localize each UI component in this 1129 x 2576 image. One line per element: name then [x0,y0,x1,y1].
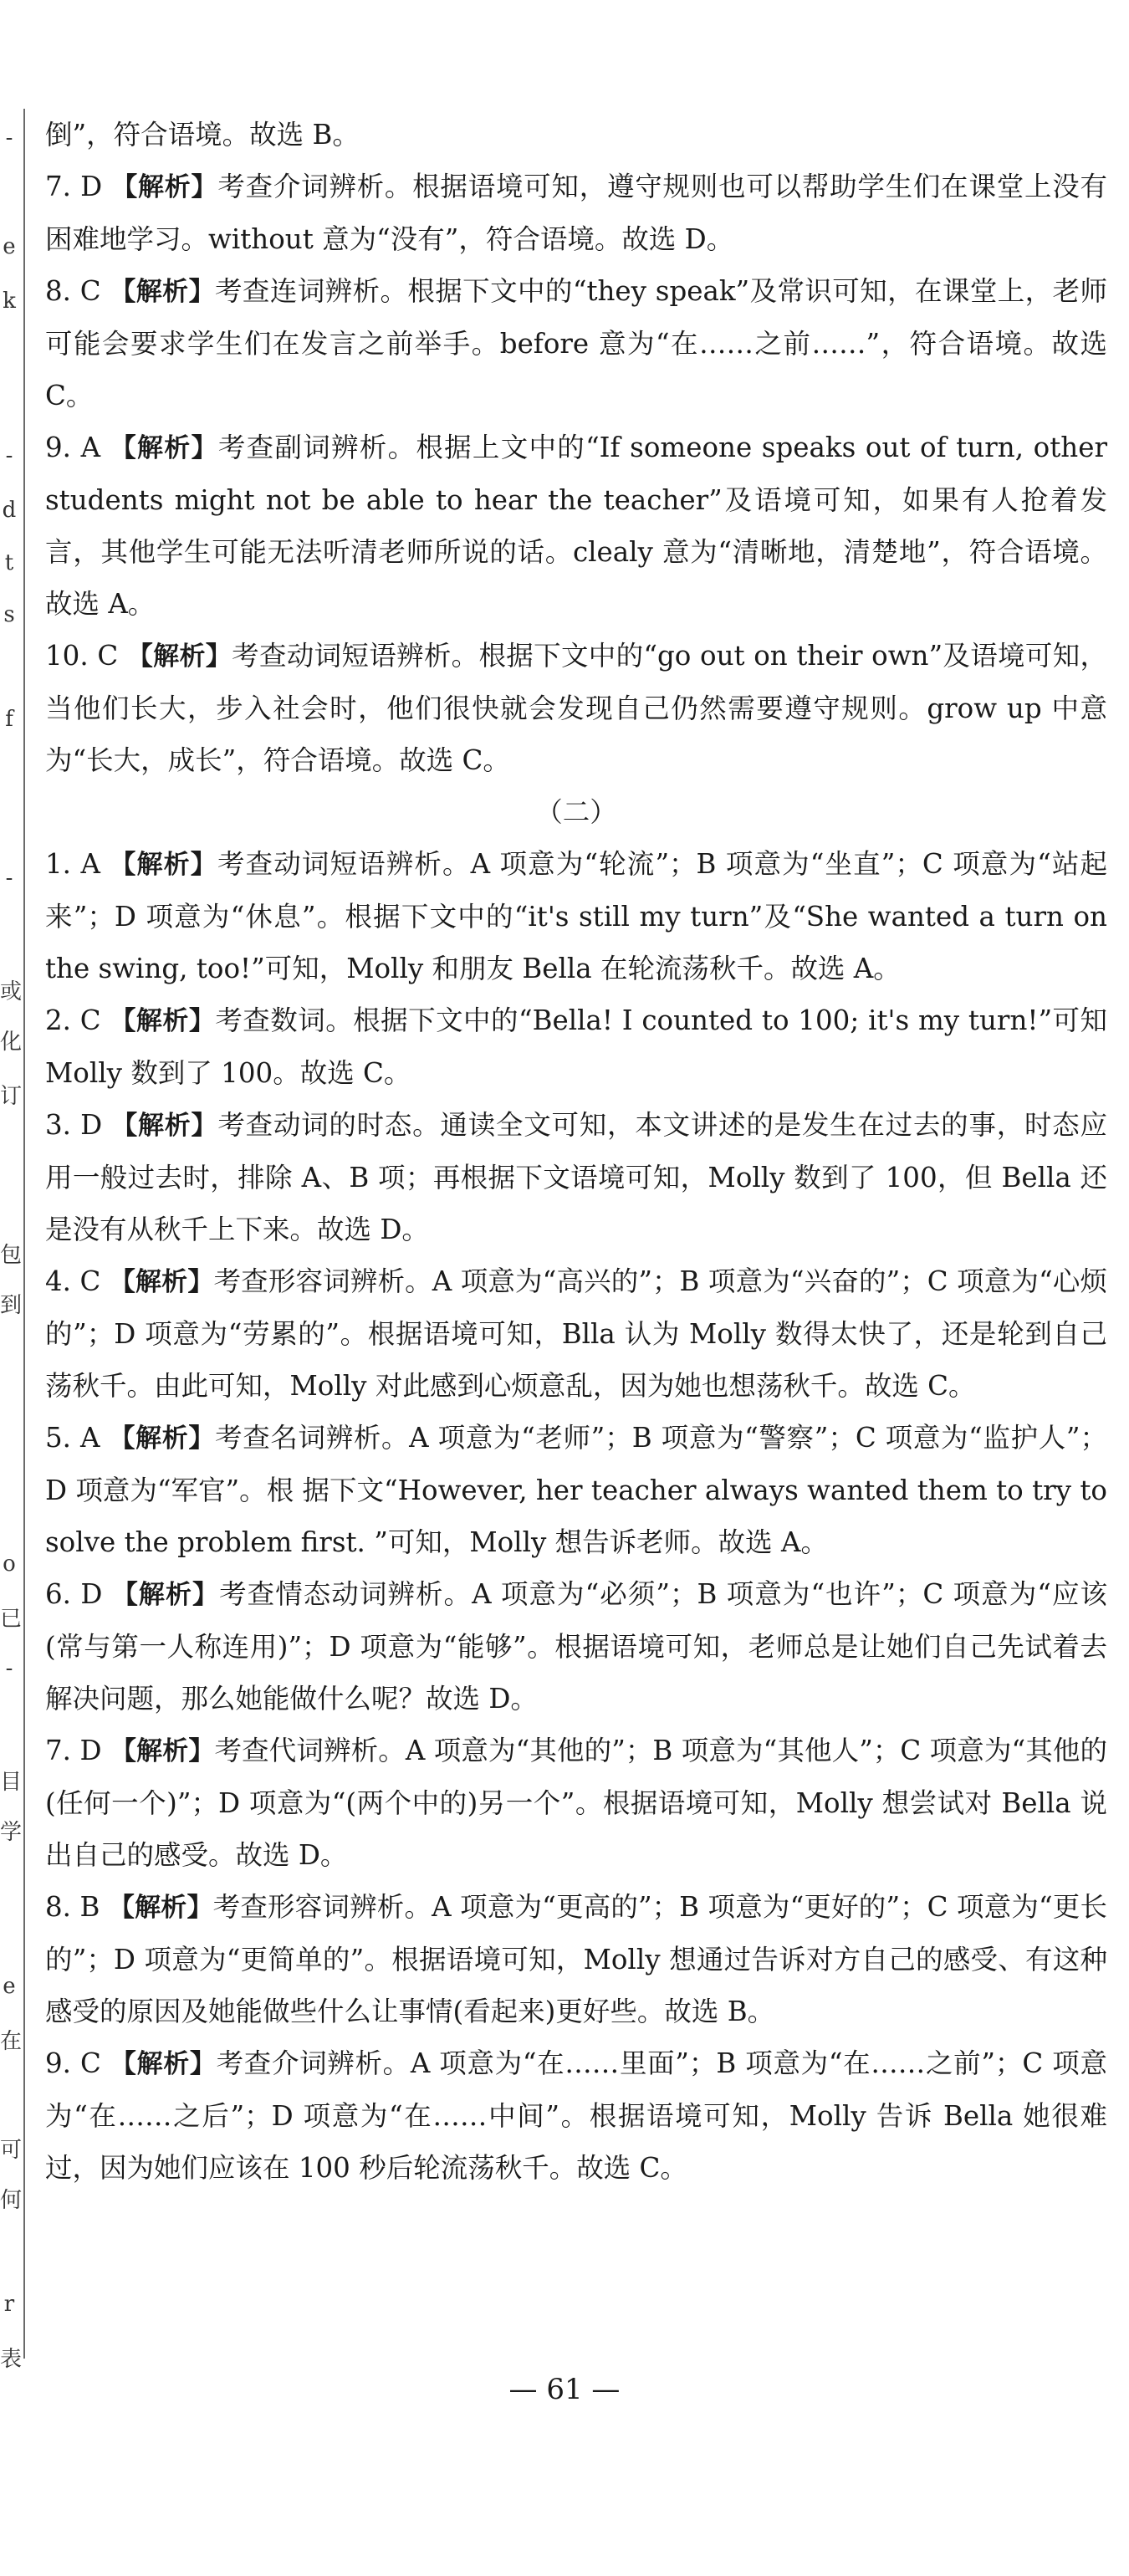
margin-fragment: 已 [0,1607,23,1632]
section-title: （二） [535,796,617,828]
analysis-tag: 【解析】 [111,1580,220,1610]
left-margin [0,0,27,2372]
margin-rule [23,109,25,2359]
answer-item [45,2037,1107,2194]
analysis-text: 考查连词辨析。根据下文中的“they speak”及常识可知，在课堂上，老师可能会要求学生们在发言之前举手。before 意为“在……之前……”，符合语境。故选 C。 [45,275,1107,411]
answer-item [45,422,1107,630]
margin-fragment: - [5,1656,13,1681]
answer-item [45,838,1107,994]
margin-fragment: 目 [0,1770,23,1795]
answer-number: 3. D [45,1109,112,1141]
answer-number: 6. D [45,1578,112,1610]
margin-fragment: 何 [0,2188,23,2213]
answer-number: 9. A [45,432,110,463]
analysis-tag: 【解析】 [111,1111,218,1141]
answer-item [45,1099,1107,1255]
margin-fragment: o [3,1551,16,1577]
analysis-text: 考查动词短语辨析。根据下文中的“go out on their own”及语境可知，当他们长大，步入社会时，他们很快就会发现自己仍然需要遵守规则。grow up 中意为“长大，成长”，符合语境。故选 C。 [45,640,1108,776]
analysis-text: 考查数词。根据下文中的“Bella! I counted to 100; it's my turn!”可知 Molly 数到了 100。故选 C。 [45,1004,1107,1089]
margin-fragment: e [3,1974,16,1999]
analysis-text: 考查代词辨析。A 项意为“其他的”；B 项意为“其他人”；C 项意为“其他的(任何一个)”；D 项意为“(两个中的)另一个”。根据语境可知，Molly 想尝试对 Bella 说出自己的感受。故选 D。 [45,1735,1107,1871]
margin-fragment: 可 [0,2138,23,2163]
answer-item [45,1255,1107,1412]
answer-number: 7. D [45,1735,110,1766]
analysis-text: 考查副词辨析。根据上文中的“If someone speaks out of turn, other students might not be able to hear the teacher”及语境可知，如果有人抢着发言，其他学生可能无法听清老师所说的话。clealy 意为“清晰地，清楚地”，符合语境。故选 A。 [45,432,1108,620]
answer-item [45,265,1107,422]
analysis-tag: 【解析】 [108,1893,213,1923]
margin-fragment: 或 [0,979,23,1004]
answer-item [45,1412,1107,1568]
answer-number: 7. D [45,171,112,202]
margin-fragment: - [5,866,13,891]
margin-fragment: e [3,234,16,259]
analysis-tag: 【解析】 [110,1006,216,1036]
analysis-text: 考查动词短语辨析。A 项意为“轮流”；B 项意为“坐直”；C 项意为“站起来”；D 项意为“休息”。根据下文中的“it's still my turn”及“She wanted a turn on the swing, too!”可知，Molly 和朋友 Bella 在轮流荡秋千。故选 A。 [45,848,1108,984]
analysis-text: 考查名词辨析。A 项意为“老师”；B 项意为“警察”；C 项意为“监护人”；D 项意为“军官”。根 据下文“However, her teacher always wanted them to try to solve the problem first. ”可知，Molly 想告诉老师。故选 A。 [45,1422,1107,1558]
answer-number: 8. C [45,275,110,307]
analysis-text: 考查形容词辨析。A 项意为“高兴的”；B 项意为“兴奋的”；C 项意为“心烦的”；D 项意为“劳累的”。根据语境可知，Blla 认为 Molly 数得太快了，还是轮到自己荡秋千。由此可知，Molly 对此感到心烦意乱，因为她也想荡秋千。故选 C。 [45,1265,1108,1402]
answer-number: 4. C [45,1265,110,1297]
analysis-tag: 【解析】 [109,1423,216,1454]
answer-item [45,1725,1107,1881]
analysis-text: 考查形容词辨析。A 项意为“更高的”；B 项意为“更好的”；C 项意为“更长的”；D 项意为“更简单的”。根据语境可知，Molly 想通过告诉对方自己的感受、有这种感受的原因及她能做些什么让事情(看起来)更好些。故选 B。 [45,1891,1107,2027]
margin-fragment: 包 [0,1243,23,1268]
margin-fragment: t [4,550,14,575]
answer-number: 10. C [45,640,127,672]
answer-number: 8. B [45,1891,109,1923]
section-one [45,109,1107,786]
analysis-tag: 【解析】 [110,1736,215,1766]
analysis-text: 考查介词辨析。A 项意为“在……里面”；B 项意为“在……之前”；C 项意为“在……之后”；D 项意为“在……中间”。根据语境可知，Molly 告诉 Bella 她很难过，因为她们应该在 100 秒后轮流荡秋千。故选 C。 [45,2047,1107,2184]
margin-fragment: 在 [0,2029,23,2054]
answer-item [45,161,1107,265]
margin-fragment: s [3,602,15,627]
margin-fragment: r [3,2292,15,2317]
answer-number: 9. C [45,2047,110,2079]
answer-item [45,630,1107,786]
analysis-tag: 【解析】 [111,172,218,202]
analysis-tag: 【解析】 [110,433,218,463]
margin-fragment: f [5,707,13,732]
answer-item [45,109,1107,161]
answer-item [45,1881,1107,2037]
answer-number: 5. A [45,1422,110,1454]
analysis-tag: 【解析】 [110,850,217,880]
answer-number: 2. C [45,1004,110,1036]
section-two [45,838,1107,2194]
margin-fragment: - [5,125,13,151]
margin-fragment: 化 [0,1030,23,1055]
answer-item [45,994,1107,1099]
margin-fragment: 订 [0,1084,23,1109]
analysis-tag: 【解析】 [110,277,215,307]
analysis-tag: 【解析】 [110,2049,217,2079]
analysis-text: 考查情态动词辨析。A 项意为“必须”；B 项意为“也许”；C 项意为“应该(常与第一人称连用)”；D 项意为“能够”。根据语境可知，老师总是让她们自己先试着去解决问题，那么她能做什么呢？故选 D。 [45,1578,1107,1715]
margin-fragment: - [5,443,13,468]
margin-fragment: k [3,289,16,314]
answer-number: 1. A [45,848,110,880]
answer-item [45,1568,1107,1725]
page-number: — 61 — [508,2373,621,2406]
answer-content [45,109,1107,2194]
analysis-tag: 【解析】 [109,1267,214,1297]
margin-fragment: 到 [0,1293,23,1318]
margin-fragment: 学 [0,1820,23,1845]
analysis-text: 考查动词的时态。通读全文可知，本文讲述的是发生在过去的事，时态应用一般过去时，排除 A、B 项；再根据下文语境可知，Molly 数到了 100，但 Bella 还是没有从秋千上下来。故选 D。 [45,1109,1107,1245]
margin-fragment: 表 [0,2347,23,2372]
margin-fragment: d [2,498,17,523]
analysis-text: 考查介词辨析。根据语境可知，遵守规则也可以帮助学生们在课堂上没有困难地学习。without 意为“没有”，符合语境。故选 D。 [45,171,1107,255]
answer-number: 倒”，符合语境。故选 B。 [45,119,360,151]
analysis-tag: 【解析】 [126,641,232,672]
